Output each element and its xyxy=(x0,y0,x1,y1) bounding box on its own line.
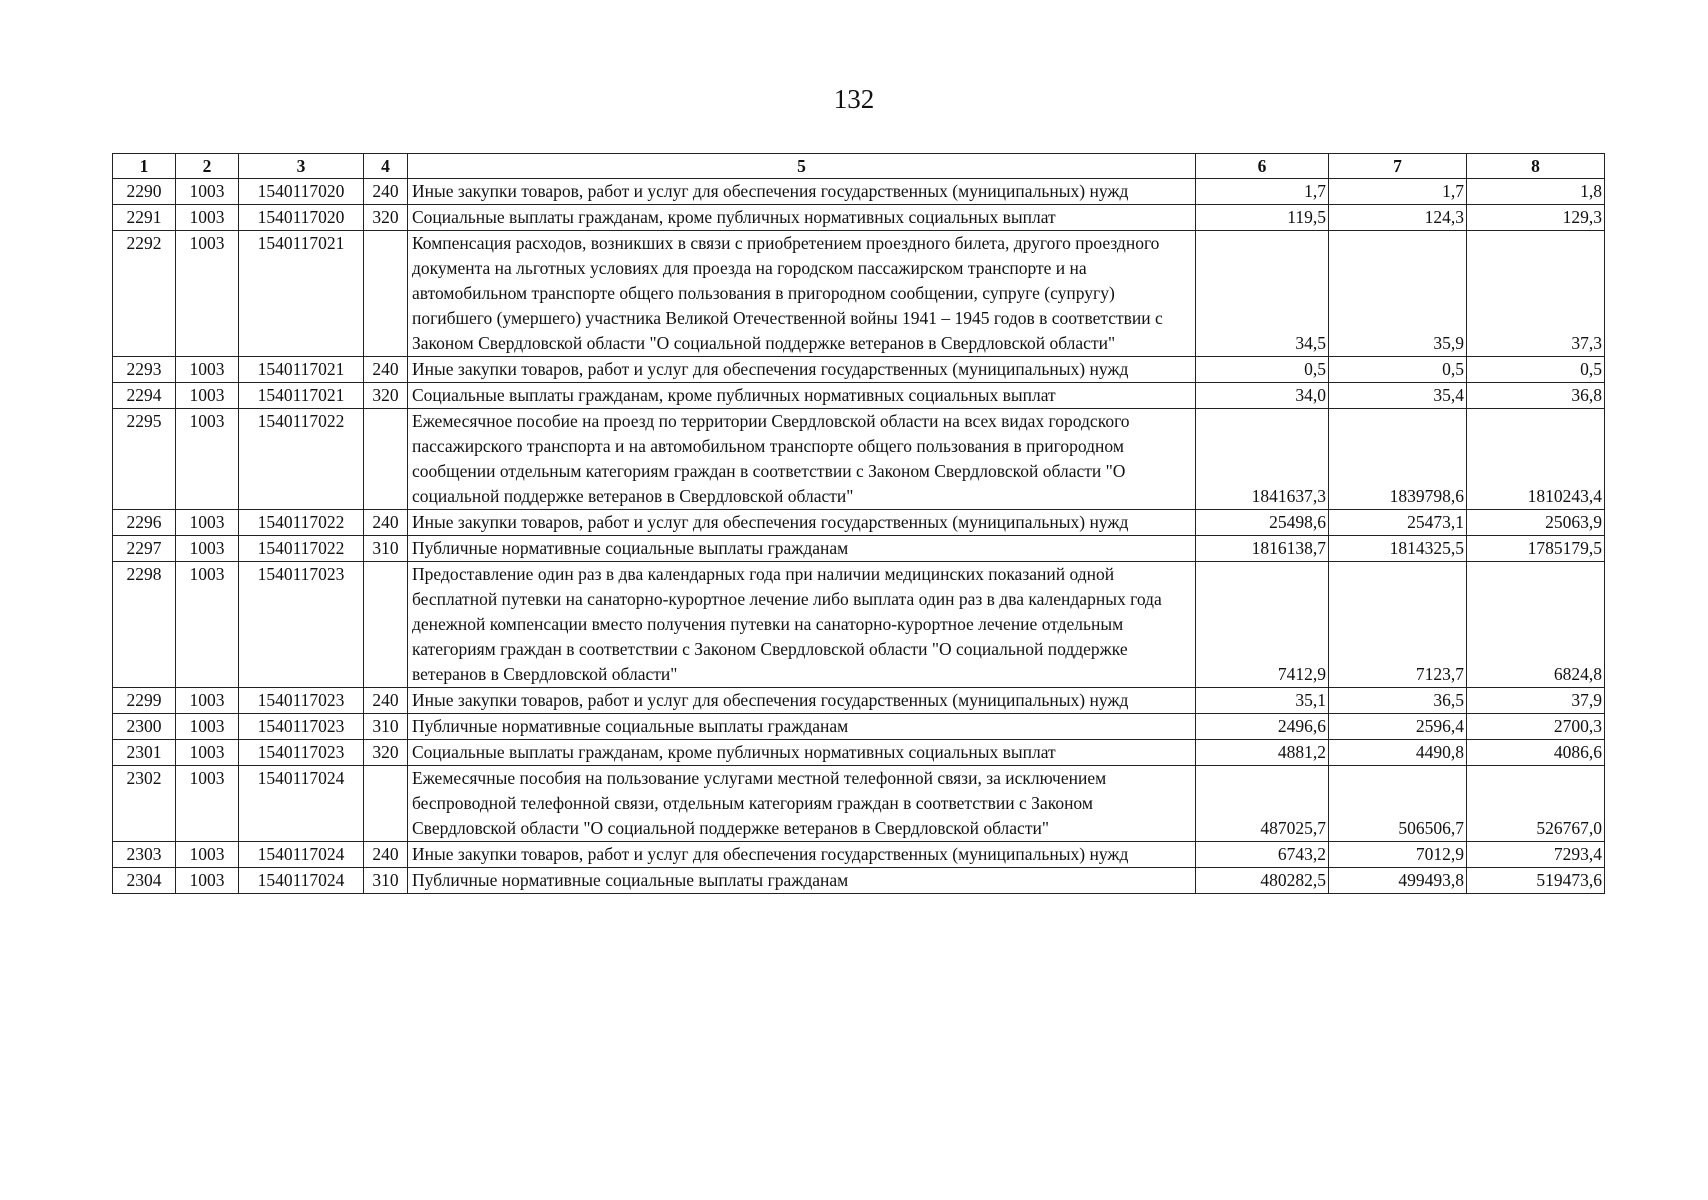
amount-col8-cell: 6824,8 xyxy=(1467,562,1605,688)
row-number-cell: 2298 xyxy=(113,562,176,688)
section-code-cell: 1003 xyxy=(176,357,239,383)
table-row xyxy=(113,179,1605,205)
header-cell-1: 1 xyxy=(113,154,176,179)
amount-col6-cell: 35,1 xyxy=(1196,688,1329,714)
table-row xyxy=(113,383,1605,409)
expense-kind-cell: 320 xyxy=(364,740,408,766)
target-code-cell: 1540117023 xyxy=(239,562,364,688)
table-row xyxy=(113,536,1605,562)
target-code-cell: 1540117021 xyxy=(239,231,364,357)
expense-kind-cell: 240 xyxy=(364,179,408,205)
table-row xyxy=(113,409,1605,510)
description-cell: Социальные выплаты гражданам, кроме публичных нормативных социальных выплат xyxy=(408,205,1196,231)
amount-col6-cell: 1816138,7 xyxy=(1196,536,1329,562)
expense-kind-cell: 240 xyxy=(364,357,408,383)
row-number-cell: 2296 xyxy=(113,510,176,536)
amount-col8-cell: 526767,0 xyxy=(1467,766,1605,842)
amount-col7-cell: 7012,9 xyxy=(1329,842,1467,868)
amount-col7-cell: 124,3 xyxy=(1329,205,1467,231)
amount-col8-cell: 1810243,4 xyxy=(1467,409,1605,510)
amount-col7-cell: 4490,8 xyxy=(1329,740,1467,766)
header-cell-4: 4 xyxy=(364,154,408,179)
expense-kind-cell xyxy=(364,231,408,357)
section-code-cell: 1003 xyxy=(176,842,239,868)
amount-col8-cell: 129,3 xyxy=(1467,205,1605,231)
amount-col8-cell: 36,8 xyxy=(1467,383,1605,409)
table-row xyxy=(113,714,1605,740)
row-number-cell: 2295 xyxy=(113,409,176,510)
amount-col6-cell: 480282,5 xyxy=(1196,868,1329,894)
amount-col7-cell: 25473,1 xyxy=(1329,510,1467,536)
amount-col6-cell: 34,5 xyxy=(1196,231,1329,357)
amount-col7-cell: 35,9 xyxy=(1329,231,1467,357)
header-cell-2: 2 xyxy=(176,154,239,179)
description-cell: Иные закупки товаров, работ и услуг для обеспечения государственных (муниципальных) нужд xyxy=(408,842,1196,868)
row-number-cell: 2300 xyxy=(113,714,176,740)
description-cell: Иные закупки товаров, работ и услуг для обеспечения государственных (муниципальных) нужд xyxy=(408,510,1196,536)
amount-col6-cell: 4881,2 xyxy=(1196,740,1329,766)
amount-col6-cell: 0,5 xyxy=(1196,357,1329,383)
table-body xyxy=(113,179,1605,894)
row-number-cell: 2291 xyxy=(113,205,176,231)
row-number-cell: 2292 xyxy=(113,231,176,357)
amount-col8-cell: 0,5 xyxy=(1467,357,1605,383)
expense-kind-cell: 320 xyxy=(364,383,408,409)
target-code-cell: 1540117023 xyxy=(239,714,364,740)
section-code-cell: 1003 xyxy=(176,179,239,205)
amount-col7-cell: 2596,4 xyxy=(1329,714,1467,740)
amount-col8-cell: 1785179,5 xyxy=(1467,536,1605,562)
description-cell: Компенсация расходов, возникших в связи с приобретением проездного билета, другого проездного документа на льготных условиях для проезда на городском пассажирском транспорте и на автомобильном транспорте общего пользования в пригородном сообщении, супруге (супругу) погибшего (умершего) участника Великой Отечественной войны 1941 – 1945 годов в соответствии с Законом Свердловской области "О социальной поддержке ветеранов в Свердловской области" xyxy=(408,231,1196,357)
section-code-cell: 1003 xyxy=(176,868,239,894)
description-cell: Ежемесячное пособие на проезд по территории Свердловской области на всех видах городского пассажирского транспорта и на автомобильном транспорте общего пользования в пригородном сообщении отдельным категориям граждан в соответствии с Законом Свердловской области "О социальной поддержке ветеранов в Свердловской области" xyxy=(408,409,1196,510)
header-cell-6: 6 xyxy=(1196,154,1329,179)
table-row xyxy=(113,842,1605,868)
target-code-cell: 1540117020 xyxy=(239,179,364,205)
table-header xyxy=(113,154,1605,179)
budget-table xyxy=(112,153,1605,894)
header-cell-7: 7 xyxy=(1329,154,1467,179)
target-code-cell: 1540117022 xyxy=(239,536,364,562)
section-code-cell: 1003 xyxy=(176,740,239,766)
amount-col8-cell: 7293,4 xyxy=(1467,842,1605,868)
section-code-cell: 1003 xyxy=(176,231,239,357)
target-code-cell: 1540117021 xyxy=(239,383,364,409)
amount-col7-cell: 35,4 xyxy=(1329,383,1467,409)
description-cell: Ежемесячные пособия на пользование услугами местной телефонной связи, за исключением беспроводной телефонной связи, отдельным категориям граждан в соответствии с Законом Свердловской области "О социальной поддержке ветеранов в Свердловской области" xyxy=(408,766,1196,842)
row-number-cell: 2302 xyxy=(113,766,176,842)
amount-col6-cell: 1,7 xyxy=(1196,179,1329,205)
section-code-cell: 1003 xyxy=(176,510,239,536)
table-row xyxy=(113,231,1605,357)
description-cell: Предоставление один раз в два календарных года при наличии медицинских показаний одной бесплатной путевки на санаторно-курортное лечение либо выплата один раз в два календарных года денежной компенсации вместо получения путевки на санаторно-курортное лечение отдельным категориям граждан в соответствии с Законом Свердловской области "О социальной поддержке ветеранов в Свердловской области" xyxy=(408,562,1196,688)
table-row xyxy=(113,205,1605,231)
amount-col6-cell: 25498,6 xyxy=(1196,510,1329,536)
target-code-cell: 1540117024 xyxy=(239,766,364,842)
section-code-cell: 1003 xyxy=(176,205,239,231)
amount-col7-cell: 1,7 xyxy=(1329,179,1467,205)
description-cell: Иные закупки товаров, работ и услуг для обеспечения государственных (муниципальных) нужд xyxy=(408,357,1196,383)
table-row xyxy=(113,740,1605,766)
section-code-cell: 1003 xyxy=(176,536,239,562)
expense-kind-cell xyxy=(364,562,408,688)
table-row xyxy=(113,688,1605,714)
page-number: 132 xyxy=(833,84,875,114)
amount-col7-cell: 36,5 xyxy=(1329,688,1467,714)
row-number-cell: 2301 xyxy=(113,740,176,766)
table-row xyxy=(113,357,1605,383)
expense-kind-cell: 310 xyxy=(364,714,408,740)
description-cell: Социальные выплаты гражданам, кроме публичных нормативных социальных выплат xyxy=(408,383,1196,409)
table-row xyxy=(113,766,1605,842)
expense-kind-cell: 240 xyxy=(364,510,408,536)
row-number-cell: 2297 xyxy=(113,536,176,562)
header-cell-5: 5 xyxy=(408,154,1196,179)
target-code-cell: 1540117022 xyxy=(239,409,364,510)
description-cell: Социальные выплаты гражданам, кроме публичных нормативных социальных выплат xyxy=(408,740,1196,766)
description-cell: Публичные нормативные социальные выплаты гражданам xyxy=(408,536,1196,562)
row-number-cell: 2293 xyxy=(113,357,176,383)
description-cell: Иные закупки товаров, работ и услуг для обеспечения государственных (муниципальных) нужд xyxy=(408,179,1196,205)
amount-col8-cell: 25063,9 xyxy=(1467,510,1605,536)
target-code-cell: 1540117021 xyxy=(239,357,364,383)
row-number-cell: 2303 xyxy=(113,842,176,868)
amount-col6-cell: 2496,6 xyxy=(1196,714,1329,740)
expense-kind-cell: 310 xyxy=(364,868,408,894)
amount-col8-cell: 1,8 xyxy=(1467,179,1605,205)
target-code-cell: 1540117023 xyxy=(239,740,364,766)
row-number-cell: 2304 xyxy=(113,868,176,894)
target-code-cell: 1540117024 xyxy=(239,868,364,894)
description-cell: Публичные нормативные социальные выплаты гражданам xyxy=(408,714,1196,740)
amount-col8-cell: 4086,6 xyxy=(1467,740,1605,766)
amount-col7-cell: 506506,7 xyxy=(1329,766,1467,842)
amount-col7-cell: 1839798,6 xyxy=(1329,409,1467,510)
amount-col6-cell: 6743,2 xyxy=(1196,842,1329,868)
amount-col8-cell: 37,3 xyxy=(1467,231,1605,357)
row-number-cell: 2290 xyxy=(113,179,176,205)
amount-col6-cell: 7412,9 xyxy=(1196,562,1329,688)
amount-col6-cell: 119,5 xyxy=(1196,205,1329,231)
amount-col7-cell: 0,5 xyxy=(1329,357,1467,383)
expense-kind-cell: 310 xyxy=(364,536,408,562)
amount-col8-cell: 519473,6 xyxy=(1467,868,1605,894)
target-code-cell: 1540117023 xyxy=(239,688,364,714)
section-code-cell: 1003 xyxy=(176,688,239,714)
amount-col7-cell: 1814325,5 xyxy=(1329,536,1467,562)
section-code-cell: 1003 xyxy=(176,766,239,842)
section-code-cell: 1003 xyxy=(176,383,239,409)
amount-col7-cell: 499493,8 xyxy=(1329,868,1467,894)
target-code-cell: 1540117024 xyxy=(239,842,364,868)
description-cell: Публичные нормативные социальные выплаты гражданам xyxy=(408,868,1196,894)
row-number-cell: 2294 xyxy=(113,383,176,409)
target-code-cell: 1540117022 xyxy=(239,510,364,536)
section-code-cell: 1003 xyxy=(176,562,239,688)
table-row xyxy=(113,868,1605,894)
amount-col7-cell: 7123,7 xyxy=(1329,562,1467,688)
amount-col8-cell: 37,9 xyxy=(1467,688,1605,714)
header-row xyxy=(113,154,1605,179)
header-cell-3: 3 xyxy=(239,154,364,179)
section-code-cell: 1003 xyxy=(176,409,239,510)
amount-col8-cell: 2700,3 xyxy=(1467,714,1605,740)
expense-kind-cell: 320 xyxy=(364,205,408,231)
description-cell: Иные закупки товаров, работ и услуг для обеспечения государственных (муниципальных) нужд xyxy=(408,688,1196,714)
row-number-cell: 2299 xyxy=(113,688,176,714)
amount-col6-cell: 34,0 xyxy=(1196,383,1329,409)
expense-kind-cell: 240 xyxy=(364,688,408,714)
target-code-cell: 1540117020 xyxy=(239,205,364,231)
amount-col6-cell: 487025,7 xyxy=(1196,766,1329,842)
expense-kind-cell xyxy=(364,766,408,842)
table-row xyxy=(113,510,1605,536)
expense-kind-cell: 240 xyxy=(364,842,408,868)
table-row xyxy=(113,562,1605,688)
expense-kind-cell xyxy=(364,409,408,510)
header-cell-8: 8 xyxy=(1467,154,1605,179)
amount-col6-cell: 1841637,3 xyxy=(1196,409,1329,510)
section-code-cell: 1003 xyxy=(176,714,239,740)
